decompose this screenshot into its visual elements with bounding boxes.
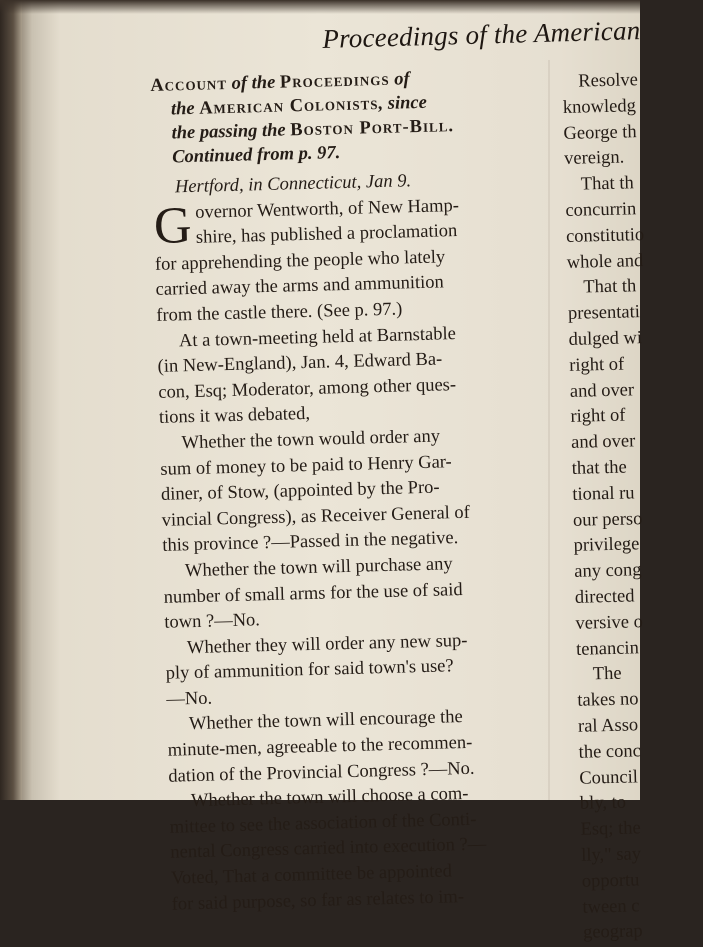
right-column-line: geograp (582, 921, 643, 944)
body-line: Whether the town would order any (181, 426, 441, 454)
right-column-line: That th (583, 276, 637, 298)
right-column-line: Esq; the (580, 818, 641, 840)
right-column-line: right of (568, 354, 625, 376)
right-column-line: directed (574, 586, 635, 608)
right-column-line: bly, to (579, 792, 627, 815)
right-column-line: the conc (578, 740, 642, 763)
title-fragment: , since (378, 92, 428, 115)
body-line: nental Congress carried into execution ?— (170, 834, 487, 864)
title-fragment: of the (226, 72, 281, 94)
body-line: tions it was debated, (158, 404, 311, 429)
right-column-line: tenancin (575, 637, 640, 660)
right-column-line: concurrin (565, 199, 637, 221)
body-line: for said purpose, so far as relates to im- (171, 886, 465, 915)
right-column-line: opportu (581, 870, 640, 892)
body-line: —No. (166, 688, 213, 710)
right-column-line: Council (579, 766, 639, 789)
title-fragment: the passing the (171, 120, 291, 144)
right-column-line: and over (570, 431, 636, 454)
right-column-line: right of (570, 405, 626, 428)
article-left-column (150, 64, 560, 918)
body-line: Whether the town will choose a com- (190, 784, 469, 812)
body-line: minute-men, agreeable to the recommen- (167, 732, 473, 761)
body-line: overnor Wentworth, of New Hamp- (194, 195, 460, 223)
body-line: ply of ammunition for said town's use? (165, 656, 454, 685)
book-spine-edge (0, 0, 22, 800)
title-fragment: American Colonists (198, 94, 379, 119)
body-line: for apprehending the people who lately (154, 247, 446, 275)
right-column-line: tween c (582, 895, 640, 918)
right-column-line: our perso (572, 508, 643, 531)
body-line: this province ?—Passed in the negative. (162, 528, 459, 557)
title-fragment: Boston Port-Bill. (289, 116, 455, 141)
body-line: (in New-England), Jan. 4, Edward Ba- (157, 349, 443, 378)
running-head: Proceedings of the American (322, 15, 641, 54)
right-column-line: dulged wi (568, 328, 643, 350)
title-fragment: Account (150, 73, 228, 96)
article-right-column (562, 67, 703, 947)
right-column-line: and over (569, 379, 635, 402)
title-fragment: of (389, 69, 410, 90)
body-line: Whether the town will encourage the (188, 707, 464, 735)
right-column-line: any cong (574, 560, 642, 582)
right-column-line: takes no (577, 689, 639, 711)
body-line: diner, of Stow, (appointed by the Pro- (160, 477, 440, 505)
right-column-line: privilege (573, 534, 640, 557)
right-column-line: tional ru (572, 483, 635, 505)
article-title (150, 64, 540, 170)
body-line: town ?—No. (164, 610, 261, 633)
title-fragment: the (170, 98, 200, 120)
title-fragment: Proceedings (279, 69, 390, 93)
right-column-line: lly," say (580, 844, 642, 866)
right-column-line: George th (563, 121, 637, 144)
right-column-line: whole and (566, 250, 644, 273)
body-line: carried away the arms and ammunition (155, 272, 445, 301)
body-line: Whether they will order any new sup- (186, 630, 468, 658)
body-line: At a town-meeting held at Barnstable (178, 323, 457, 351)
body-line: vincial Congress), as Receiver General of (161, 502, 471, 531)
article-body (155, 243, 560, 918)
top-edge-shadow (0, 0, 640, 14)
right-column-line: That th (580, 173, 634, 195)
right-column-line: vereign. (563, 147, 625, 170)
right-column-line: ral Asso (577, 715, 639, 737)
article-dateline: Hertford, in Connecticut, Jan 9. (174, 171, 412, 198)
body-line: Voted, That a committee be appointed (170, 861, 453, 889)
body-line: sum of money to be paid to Henry Gar- (160, 451, 452, 480)
body-line: con, Esq; Moderator, among other ques- (158, 374, 457, 403)
right-column-line: knowledg (562, 96, 637, 118)
title-fragment: Continued from p. 97. (171, 143, 341, 168)
right-column-line: Resolve (578, 70, 639, 92)
right-column-line: versive o (575, 611, 644, 634)
right-column-line: The (592, 664, 622, 685)
drop-cap: G (153, 196, 193, 255)
body-line: Whether the town will purchase any (184, 554, 453, 582)
right-column-line: constitutio (565, 224, 645, 247)
body-line: from the castle there. (See p. 97.) (156, 299, 403, 326)
right-column-line: presentati (567, 302, 641, 325)
right-column-line: that the (571, 457, 627, 479)
body-line: dation of the Provincial Congress ?—No. (168, 758, 475, 787)
body-line: number of small arms for the use of said (163, 579, 463, 608)
body-line: mittee to see the association of the Conti- (169, 809, 477, 838)
body-line: shire, has published a proclamation (195, 221, 458, 249)
